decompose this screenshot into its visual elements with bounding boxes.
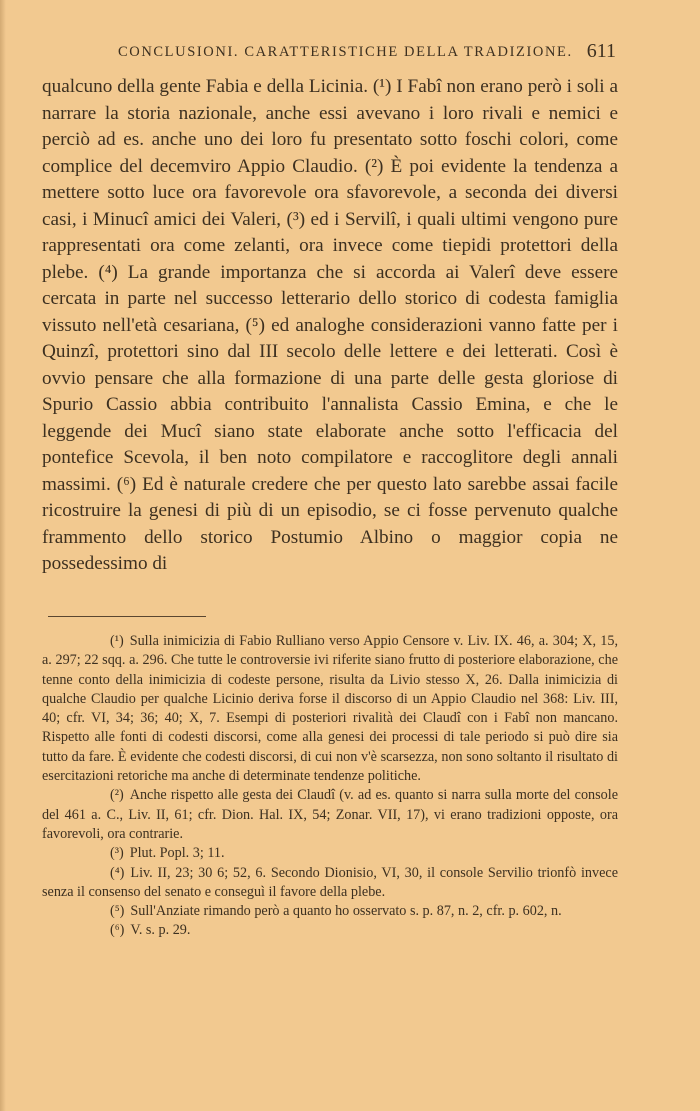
- footnote-1: [42, 632, 618, 786]
- footnote-text: Sull'Anziate rimando però a quanto ho osservato s. p. 87, n. 2, cfr. p. 602, n.: [130, 903, 562, 920]
- page-number: 611: [586, 40, 616, 62]
- footnote-4: [42, 864, 618, 903]
- footnote-label: (⁶): [110, 922, 125, 939]
- footnote-label: (¹): [110, 633, 124, 649]
- footnote-label: (⁴): [110, 864, 125, 881]
- body-paragraph: qualcuno della gente Fabia e della Licinia. (¹) I Fabî non erano però i soli a narrare la storia nazionale, anche essi avevano i loro rivali e nemici e perciò ad es. anche uno dei loro fu presentato sotto foschi colori, come complice del decemviro Appio Claudio. (²) È poi evidente la tendenza a mettere sotto luce ora favorevole ora sfavorevole, a seconda dei diversi casi, i Minucî amici dei Valeri, (³) ed i Servilî, i quali ultimi vengono pure rappresentati ora come zelanti, ora invece come tiepidi protettori della plebe. (⁴) La grande importanza che si accorda ai Valerî deve essere cercata in parte nel successo letterario dello storico di codesta famiglia vissuto nell'età cesariana, (⁵) ed analoghe considerazioni vanno fatte per i Quinzî, protettori sino dal III secolo delle lettere e dei letterati. Così è ovvio pensare che alla formazione di una parte delle gesta gloriose di Spurio Cassio abbia contribuito l'annalista Cassio Emina, e che le leggende dei Mucî siano state elaborate anche sotto l'efficacia del pontefice Scevola, il ben noto compilatore e raccoglitore degli annali massimi. (⁶) Ed è naturale credere che per questo lato sarebbe assai facile ricostruire la genesi di più di un episodio, se ci fosse pervenuto qualche frammento dello storico Postumio Albino o maggior copia ne possedessimo di: [42, 76, 618, 574]
- running-header: [44, 40, 616, 64]
- footnote-2: [42, 786, 618, 844]
- footnote-text: Plut. Popl. 3; 11.: [129, 845, 225, 862]
- footnote-label: (⁵): [110, 903, 125, 920]
- page-edge-shadow: [0, 0, 6, 1111]
- footnote-text: Anche rispetto alle gesta dei Claudî (v. ad es. quanto si narra sulla morte del console del 461 a. C., Liv. II, 61; cfr. Dion. Hal. IX, 54; Zonar. VII, 17), vi erano tradizioni opposte, ora favorevoli, ora contrarie.: [42, 787, 618, 842]
- footnote-3: [42, 844, 618, 863]
- footnote-label: (³): [110, 845, 124, 862]
- running-title: CONCLUSIONI. CARATTERISTICHE DELLA TRADIZIONE.: [118, 44, 573, 60]
- footnote-6: [42, 921, 618, 940]
- main-text: [42, 74, 618, 578]
- footnote-5: [42, 902, 618, 921]
- footnote-text: Sulla inimicizia di Fabio Rulliano verso Appio Censore v. Liv. IX. 46, a. 304; X, 15, a. 297; 22 sqq. a. 296. Che tutte le controversie ivi riferite siano frutto di posteriore elaborazione, che tenne conto della inimicizia di codeste persone, risulta da Livio stesso X, 26. Dalla inimicizia di qualche Claudio per qualche Licinio deriva forse il discorso di un Appio Claudio nel 368: Liv. III, 40; cfr. VI, 34; 36; 40; X, 7. Esempi di posteriori rivalità dei Claudî con i Fabî non mancano. Rispetto alle fonti di codesti discorsi, come alla genesi dei processi di tale periodo si può dire sia tutto da fare. È evidente che codesti discorsi, di cui non v'è scarsezza, non sono soltanto il risultato di esercitazioni retoriche ma anche di determinate tendenze politiche.: [42, 633, 618, 785]
- footnote-text: V. s. p. 29.: [130, 922, 191, 939]
- footnote-separator: [48, 616, 206, 617]
- footnote-label: (²): [110, 787, 124, 804]
- footnotes: [42, 632, 618, 941]
- footnote-text: Liv. II, 23; 30 6; 52, 6. Secondo Dionisio, VI, 30, il console Servilio trionfò invece senza il consenso del senato e conseguì il favore della plebe.: [42, 864, 618, 900]
